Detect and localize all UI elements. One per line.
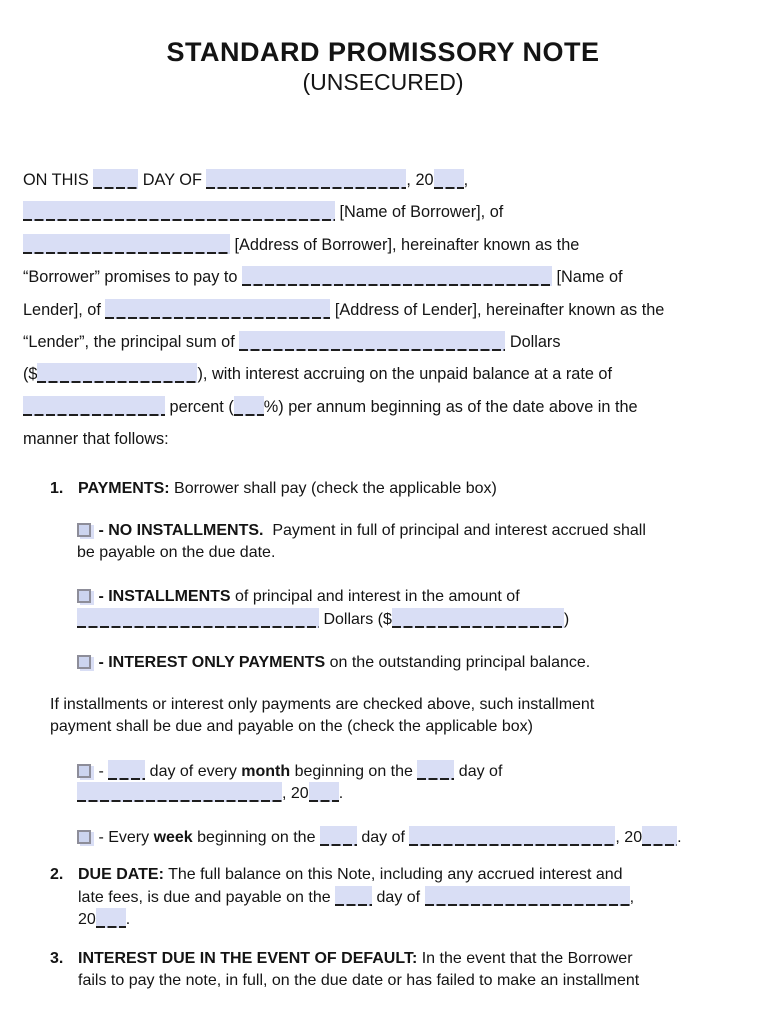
document-body (23, 164, 743, 992)
text-run: - Every (94, 828, 154, 846)
text-run: [Name of (551, 268, 623, 287)
text-line (78, 886, 743, 908)
text-line (78, 478, 743, 500)
blank-field[interactable] (23, 201, 335, 221)
text-line (78, 970, 743, 992)
text-run: ($ (23, 365, 38, 384)
text-run: In the event that the Borrower (417, 949, 633, 967)
text-line (77, 586, 743, 608)
text-run: %) per annum beginning as of the date above in the (263, 397, 638, 416)
text-run: If installments or interest only payments are checked above, such installment (50, 695, 595, 713)
text-run: . (125, 910, 131, 928)
text-line (78, 948, 743, 970)
text-run: late fees, is due and payable on the (78, 888, 336, 906)
text-run: on the outstanding principal balance. (325, 653, 591, 671)
text-run: fails to pay the note, in full, on the due date or has failed to make an installment (78, 971, 640, 989)
text-run: be payable on the due date. (77, 543, 276, 561)
text-run: - INSTALLMENTS (94, 587, 231, 605)
text-run: [Address of Lender], hereinafter known as the (330, 300, 665, 319)
text-run: percent ( (165, 397, 234, 416)
blank-field[interactable] (77, 608, 319, 628)
text-run: “Lender”, the principal sum of (23, 332, 240, 351)
blank-field[interactable] (392, 608, 564, 628)
text-line (77, 520, 743, 542)
list-number: 1. (50, 479, 64, 497)
blank-field[interactable] (77, 782, 282, 802)
list-number: 3. (50, 949, 64, 967)
checkbox[interactable] (77, 830, 91, 844)
text-line (50, 716, 743, 738)
section-2-due-date (50, 864, 743, 930)
text-run: [Name of Borrower], of (335, 203, 504, 222)
text-run: [Address of Borrower], hereinafter known as the (230, 235, 580, 254)
blank-field[interactable] (425, 886, 630, 906)
text-run: week (153, 828, 193, 846)
blank-field[interactable] (108, 760, 145, 780)
text-run: PAYMENTS: (78, 479, 170, 497)
blank-field[interactable] (242, 266, 552, 286)
blank-field[interactable] (320, 826, 357, 846)
text-run: , 20 (282, 784, 309, 802)
option-interest-only (77, 652, 743, 674)
text-run: ) (563, 610, 570, 628)
text-run: , (463, 171, 469, 189)
text-line (23, 294, 743, 326)
text-line (23, 229, 743, 261)
text-line (23, 261, 743, 293)
checkbox[interactable] (77, 764, 91, 778)
section-3-default-interest (50, 948, 743, 992)
blank-field[interactable] (234, 396, 264, 416)
text-run: DUE DATE: (78, 865, 164, 883)
text-run: beginning on the (192, 828, 320, 846)
page-title: STANDARD PROMISSORY NOTE (166, 37, 600, 67)
text-run: . (338, 784, 344, 802)
text-run: - INTEREST ONLY PAYMENTS (94, 653, 326, 671)
blank-field[interactable] (417, 760, 454, 780)
text-run: 20 (78, 910, 96, 928)
checkbox[interactable] (77, 655, 91, 669)
text-run: Borrower shall pay (check the applicable box) (169, 479, 497, 497)
text-line (78, 864, 743, 886)
text-run: Lender], of (23, 300, 106, 319)
blank-field[interactable] (105, 299, 330, 319)
text-run: “Borrower” promises to pay to (23, 268, 242, 287)
text-run: of principal and interest in the amount of (230, 587, 520, 605)
text-run: The full balance on this Note, including any accrued interest and (163, 865, 623, 883)
text-line (77, 542, 743, 564)
text-line (23, 423, 743, 455)
text-line (23, 196, 743, 228)
text-line (23, 358, 743, 390)
text-run: day of (372, 888, 425, 906)
document-header (23, 36, 743, 96)
page-subtitle: (UNSECURED) (302, 69, 464, 95)
text-line (23, 164, 743, 196)
text-run: Dollars ($ (319, 610, 392, 628)
text-run: month (241, 762, 291, 780)
blank-field[interactable] (335, 886, 372, 906)
blank-field[interactable] (206, 169, 406, 189)
text-run: , 20 (406, 171, 434, 189)
text-line (23, 391, 743, 423)
text-run: payment shall be due and payable on the (check the applicable box) (50, 717, 533, 735)
blank-field[interactable] (642, 826, 677, 846)
blank-field[interactable] (37, 363, 197, 383)
blank-field[interactable] (96, 908, 126, 928)
checkbox[interactable] (77, 589, 91, 603)
option-weekly (77, 826, 743, 848)
text-run: ), with interest accruing on the unpaid balance at a rate of (197, 365, 613, 384)
text-line (78, 908, 743, 930)
text-run: day of every (145, 762, 242, 780)
text-line (77, 782, 743, 804)
text-line (50, 694, 743, 716)
blank-field[interactable] (23, 234, 230, 254)
text-run: beginning on the (290, 762, 418, 780)
text-run: INTEREST DUE IN THE EVENT OF DEFAULT: (78, 949, 418, 967)
installment-clause-paragraph (50, 694, 743, 738)
blank-field[interactable] (93, 169, 138, 189)
text-run: - NO INSTALLMENTS. (94, 521, 264, 539)
option-monthly (77, 760, 743, 804)
text-run: , 20 (615, 828, 643, 846)
text-line (77, 608, 743, 630)
text-run: , (629, 888, 635, 906)
blank-field[interactable] (309, 782, 339, 802)
list-number: 2. (50, 865, 64, 883)
blank-field[interactable] (409, 826, 615, 846)
text-line (23, 326, 743, 358)
text-run: - (94, 762, 109, 780)
text-line (77, 652, 743, 674)
text-run: day of (356, 828, 410, 846)
text-line (77, 826, 743, 848)
text-run: DAY OF (138, 171, 207, 189)
blank-field[interactable] (434, 169, 464, 189)
section-1-payments (50, 478, 743, 500)
text-run: . (677, 828, 682, 846)
opening-paragraph (23, 164, 743, 456)
option-installments (77, 586, 743, 630)
text-run: Dollars (505, 332, 561, 351)
text-run: manner that follows: (23, 430, 169, 449)
option-no-installments (77, 520, 743, 564)
text-line (77, 760, 743, 782)
text-run: Payment in full of principal and interest accrued shall (263, 521, 646, 539)
text-run: day of (454, 762, 503, 780)
blank-field[interactable] (23, 396, 165, 416)
checkbox[interactable] (77, 523, 91, 537)
text-run: ON THIS (23, 171, 94, 189)
blank-field[interactable] (239, 331, 505, 351)
